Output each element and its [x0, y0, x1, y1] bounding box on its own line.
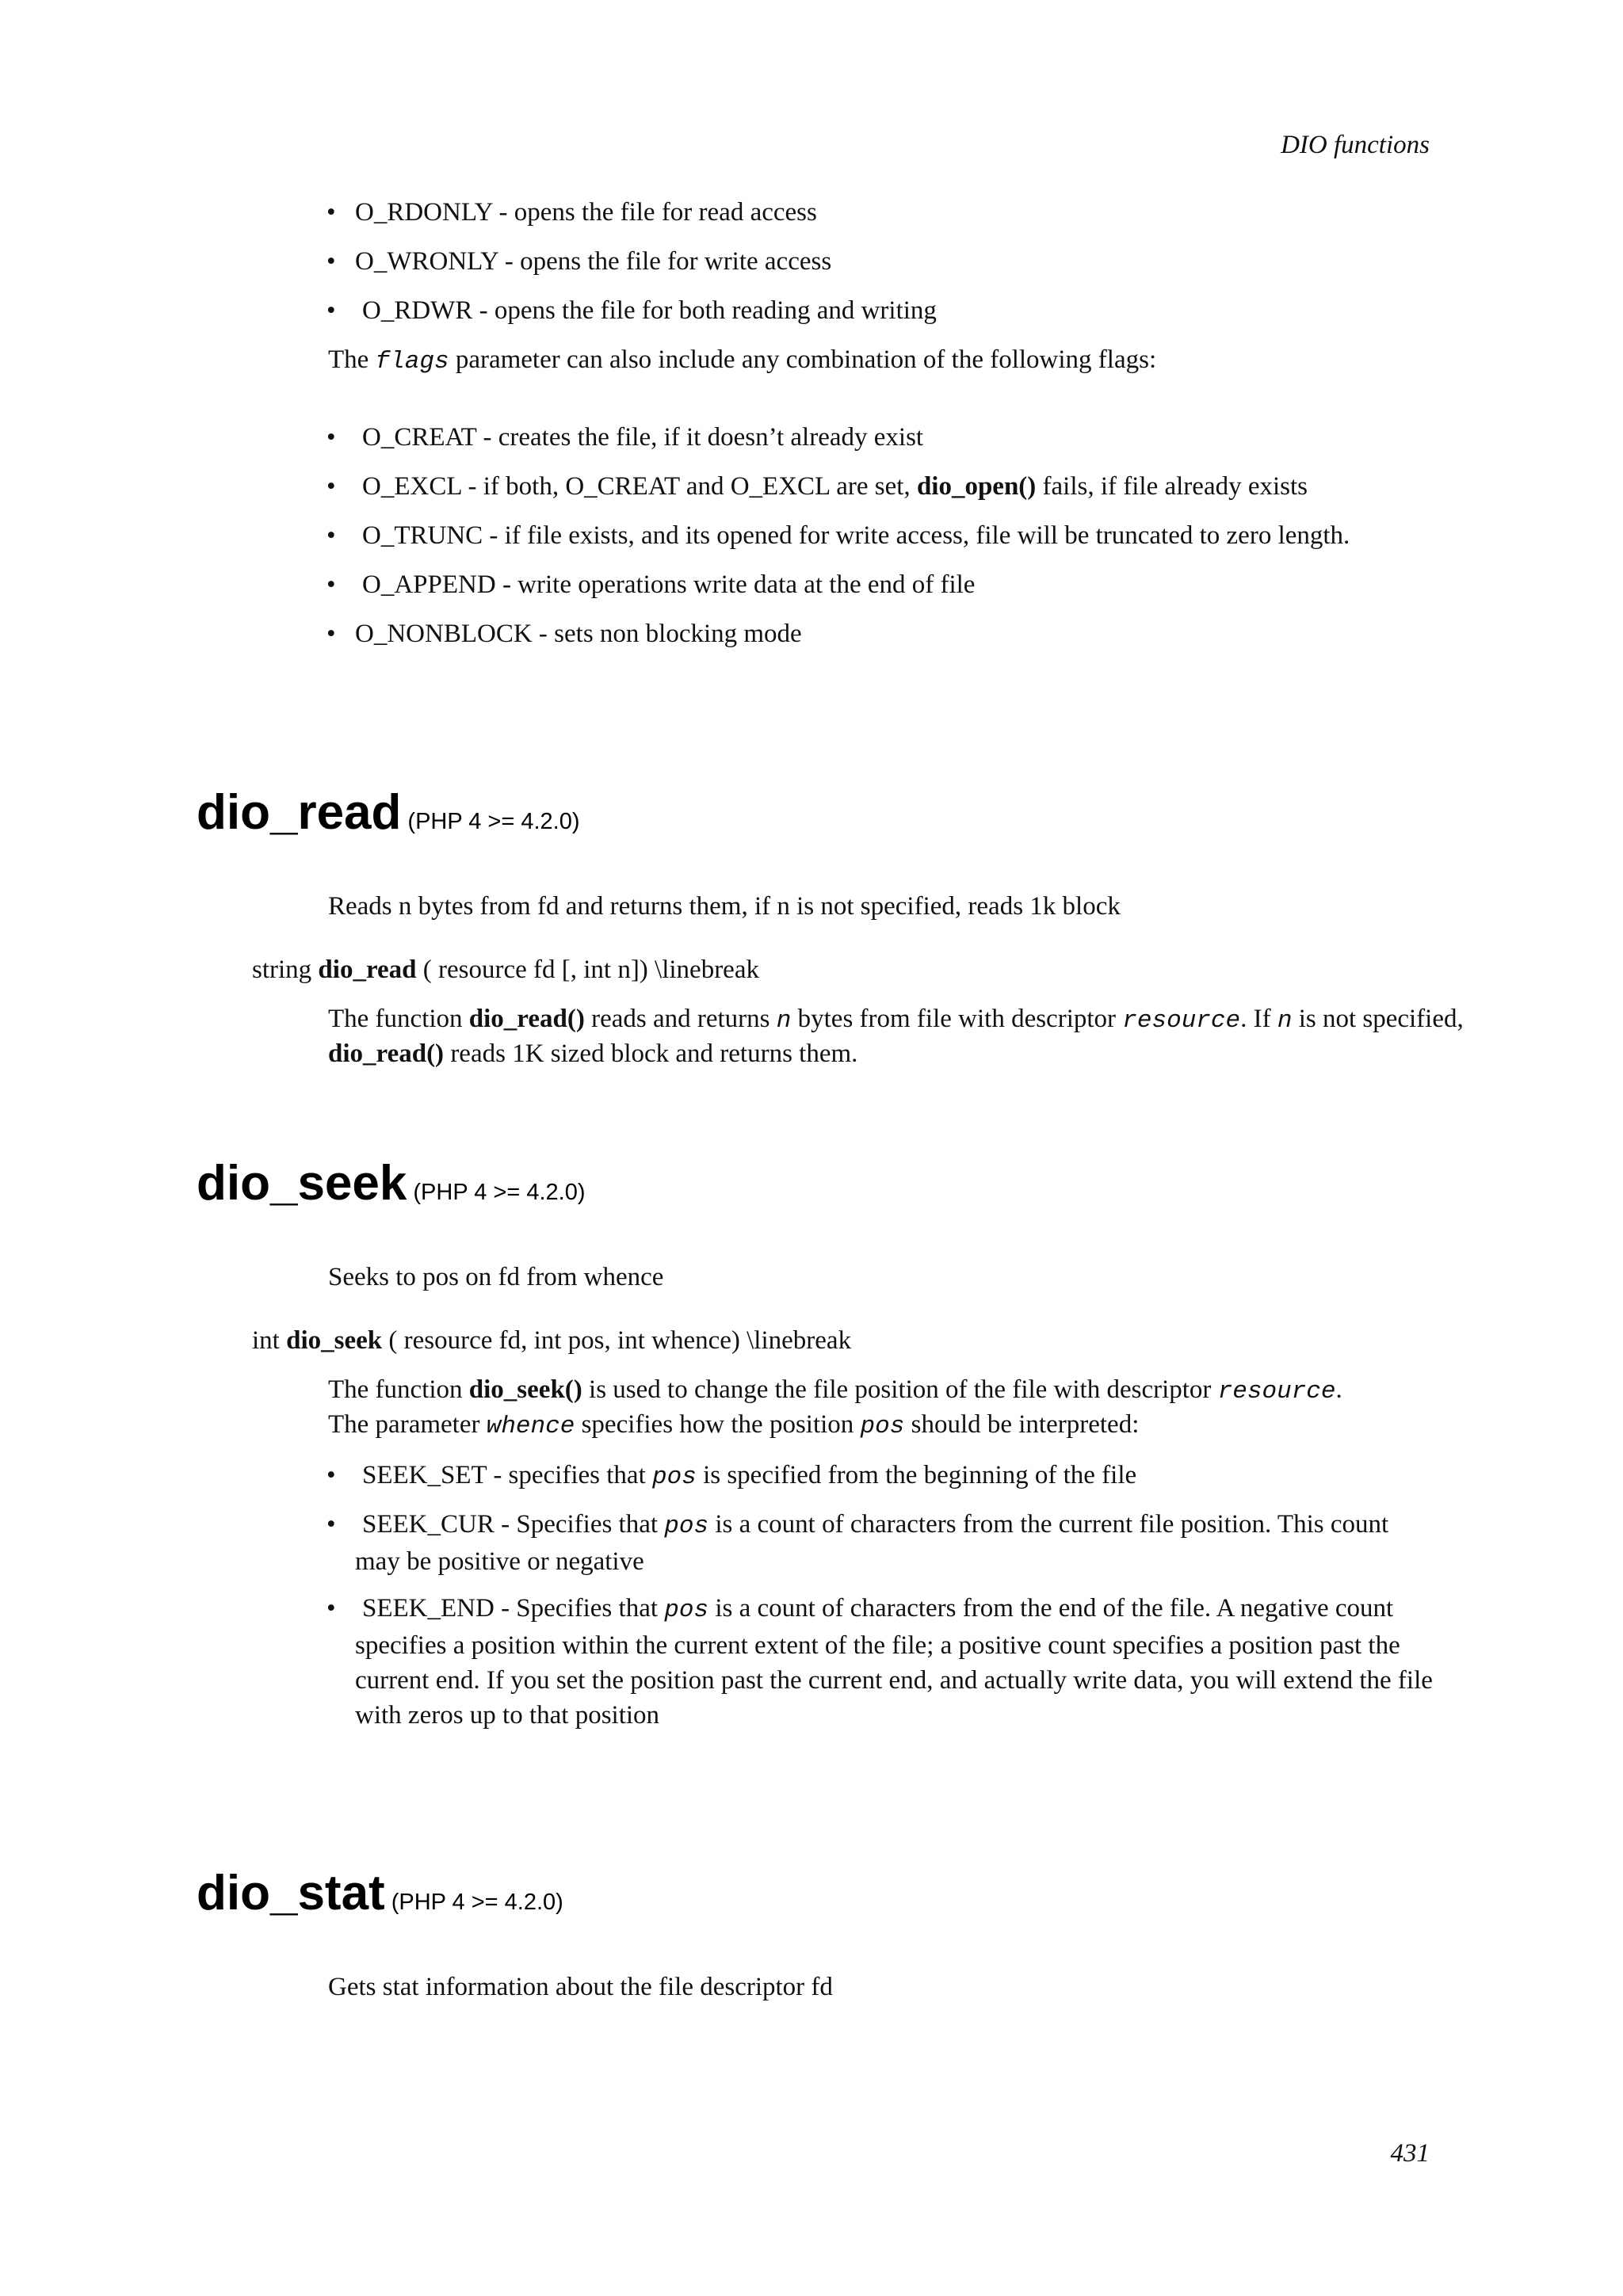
function-signature [252, 1323, 851, 1358]
bullet-icon: • [327, 1594, 336, 1623]
text-span: The parameter [328, 1410, 480, 1439]
text-span: SEEK_CUR - Specifies that [362, 1510, 659, 1539]
bullet-icon: • [327, 296, 336, 325]
return-type: int [252, 1326, 280, 1355]
text-span: . If [1240, 1005, 1271, 1033]
text-span: . [1335, 1375, 1342, 1404]
section-heading-dio-stat [197, 1865, 563, 1931]
return-type: string [252, 955, 312, 984]
list-item [362, 1458, 1136, 1495]
list-item: O_NONBLOCK - sets non blocking mode [355, 620, 802, 648]
text-span: specifies how the position [581, 1410, 854, 1439]
version-label: (PHP 4 >= 4.2.0) [413, 1180, 586, 1205]
text-span: The [328, 345, 369, 374]
summary: Seeks to pos on fd from whence [328, 1263, 664, 1291]
section-heading-dio-read [197, 784, 580, 850]
bullet-icon: • [327, 247, 336, 276]
function-name: dio_seek [197, 1156, 407, 1211]
param-name: resource [1217, 1378, 1336, 1405]
text-span: is not specified, [1298, 1005, 1464, 1033]
function-name: dio_stat [197, 1866, 385, 1920]
text-span: is a count of characters from the end of the file. A negative count specifies a position within the current extent of the file; a positive count specifies a position past the current end. If you set the position past the current end, and actually write data, you will extend the file with zeros up to that position [355, 1594, 1433, 1730]
list-item [362, 469, 1308, 504]
function-signature [252, 952, 759, 987]
text-span: bytes from file with descriptor [797, 1005, 1117, 1033]
param-name: pos [652, 1463, 697, 1491]
text-span: The function [328, 1005, 463, 1033]
list-item: O_CREAT - creates the file, if it doesn’t already exist [362, 423, 924, 452]
bullet-icon: • [327, 423, 336, 452]
function-ref: dio_read() [328, 1039, 445, 1068]
text-span: is used to change the file position of the file with descriptor [589, 1375, 1212, 1404]
signature-args: ( resource fd, int pos, int whence) \linebreak [388, 1326, 852, 1355]
list-item [355, 1591, 1433, 1733]
bullet-icon: • [327, 1461, 336, 1489]
function-ref: dio_read() [468, 1005, 585, 1033]
signature-name: dio_seek [286, 1326, 383, 1355]
bullet-icon: • [327, 1510, 336, 1539]
bullet-icon: • [327, 570, 336, 599]
param-name: pos [860, 1413, 905, 1440]
version-label: (PHP 4 >= 4.2.0) [407, 809, 580, 834]
list-item [355, 1507, 1433, 1579]
signature-name: dio_read [318, 955, 417, 984]
function-ref: dio_open() [916, 472, 1037, 501]
param-name: pos [664, 1596, 709, 1624]
page-number: 431 [1390, 2139, 1430, 2168]
param-name: n [1277, 1007, 1293, 1035]
text-span: O_EXCL - if both, O_CREAT and O_EXCL are set, [362, 472, 911, 501]
text-span: fails, if file already exists [1042, 472, 1308, 501]
description-line [328, 1001, 1464, 1039]
text-span: The function [328, 1375, 463, 1404]
bullet-icon: • [327, 198, 336, 227]
param-name: resource [1122, 1007, 1241, 1035]
param-name: n [776, 1007, 792, 1035]
bullet-icon: • [327, 521, 336, 550]
text-span: reads 1K sized block and returns them. [450, 1039, 858, 1068]
list-item: O_RDONLY - opens the file for read access [355, 198, 817, 227]
list-item: O_RDWR - opens the file for both reading and writing [362, 296, 937, 325]
bullet-icon: • [327, 472, 336, 501]
flags-intro-paragraph [328, 342, 1156, 379]
text-span: reads and returns [591, 1005, 770, 1033]
running-header: DIO functions [1281, 131, 1430, 159]
description-line [328, 1372, 1342, 1409]
list-item: O_TRUNC - if file exists, and its opened for write access, file will be truncated to zero length. [362, 521, 1350, 550]
text-span: parameter can also include any combination of the following flags: [455, 345, 1157, 374]
text-span: is specified from the beginning of the file [703, 1461, 1137, 1489]
list-item: O_APPEND - write operations write data at the end of file [362, 570, 976, 599]
section-heading-dio-seek [197, 1155, 585, 1221]
function-name: dio_read [197, 785, 402, 840]
text-span: is a count of characters from the current file position. This count may be positive or negative [355, 1510, 1389, 1576]
param-name: whence [486, 1413, 575, 1440]
param-name: pos [664, 1512, 709, 1540]
text-span: should be interpreted: [911, 1410, 1140, 1439]
text-span: SEEK_SET - specifies that [362, 1461, 646, 1489]
summary: Gets stat information about the file descriptor fd [328, 1973, 833, 2001]
bullet-icon: • [327, 620, 336, 648]
list-item: O_WRONLY - opens the file for write access [355, 247, 832, 276]
description-line [328, 1036, 857, 1071]
version-label: (PHP 4 >= 4.2.0) [391, 1890, 563, 1915]
text-span: SEEK_END - Specifies that [362, 1594, 659, 1623]
signature-args: ( resource fd [, int n]) \linebreak [422, 955, 759, 984]
description-line [328, 1407, 1139, 1444]
param-name: flags [375, 348, 449, 376]
function-ref: dio_seek() [468, 1375, 582, 1404]
summary: Reads n bytes from fd and returns them, if n is not specified, reads 1k block [328, 892, 1121, 921]
